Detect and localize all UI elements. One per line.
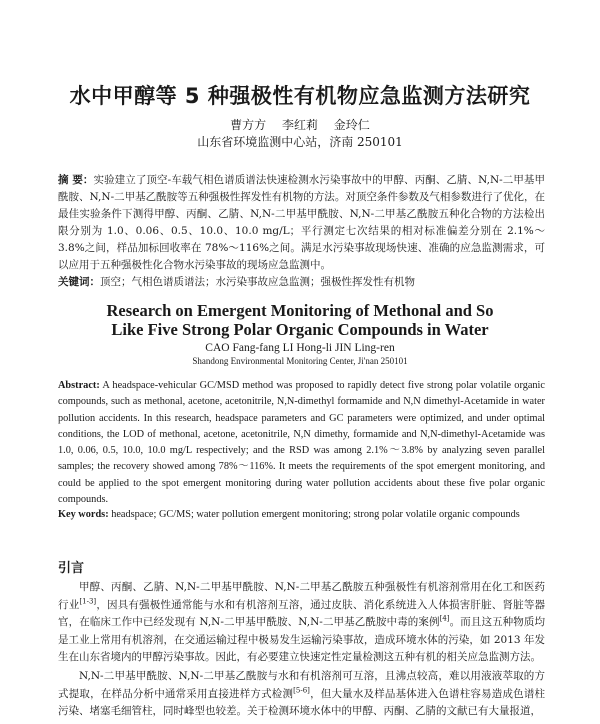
english-keywords-label: Key words: <box>58 509 109 520</box>
english-abstract <box>58 378 545 508</box>
introduction-heading: 引言 <box>58 561 85 576</box>
chinese-title: 水中甲醇等 5 种强极性有机物应急监测方法研究 <box>69 84 531 108</box>
p1-text-c: 。而且这五种物质均是工业上常用有机溶剂，在交通运输过程中极易发生运输污染事故，造成环境水体的污染，如 2013 年发生在山东省境内的甲醇污染事故。因此，有必要建立快速定性定量检测这五种有机的相关应急监测方法。 <box>58 616 546 663</box>
english-abstract-text: A headspace-vehicular GC/MSD method was proposed to rapidly detect five strong polar volatile organic compounds, such as methonal, acetone, acetonitrile, N,N-dimethyl formamide and N,N dimethyl-Acetamide in water pollution accidents. In this research, headspace parameters and GC parameters were optimized, and under optimal conditions, the LOD of methonal, acetone, acetonitrile, N,N dimethy, formamide and N,N-dimethyl-Acetamide was 1.0, 0.06, 0.5, 10.0, 10.0 mg/L respectively; and the RSD was among 2.1%～3.8% by analyzing seven parallel samples; the recovery showed among 78%～116%. It meets the requirements of the spot emergent monitoring, and could be applied to the spot emergent monitoring during water pollution accidents about these five polar organic compounds. <box>58 380 545 506</box>
citation-ref: [4] <box>439 614 450 623</box>
p2-text-b: ，但大量水及样品基体进入色谱柱容易造成色谱柱污染、堵塞毛细管柱，同时峰型也较差。关于检测环境水体中的甲醇、丙酮、乙腈的文献已有大量报道， <box>58 687 546 717</box>
chinese-keywords <box>58 274 545 291</box>
citation-ref: [1-3] <box>79 597 97 605</box>
chinese-authors: 曹方方 李红莉 金玲仁 <box>230 118 370 132</box>
english-abstract-label: Abstract: <box>58 380 100 391</box>
chinese-abstract-text: 实验建立了顶空-车载气相色谱质谱法快速检测水污染事故中的甲醇、丙酮、乙腈、N,N-二甲基甲酰胺、N,N-二甲基乙酰胺等五种强极性挥发性有机物的方法。对顶空条件参数及气相参数进行了优化，在最佳实验条件下测得甲醇、丙酮、乙腈、N,N-二甲基甲酰胺、N,N-二甲基乙酰胺五种化合物的方法检出限分别为 1.0、0.06、0.5、10.0、10.0 mg/L；平行测定七次结果的相对标准偏差分别在 2.1%～3.8%之间，样品加标回收率在 78%～116%之间。满足水污染事故现场快速、准确的应急监测需求，可以应用于五种强极性化合物水污染事故的现场应急监测中。 <box>58 174 546 271</box>
english-keywords <box>58 507 545 523</box>
citation-ref: [5-6] <box>293 686 310 694</box>
intro-paragraph-2 <box>58 668 545 721</box>
p2-text-a: N,N-二甲基甲酰胺、N,N-二甲基乙酰胺与水和有机溶剂可互溶，且沸点较高，难以用液液萃取的方式提取，在样品分析中通常采用直接进样方式检测 <box>58 670 545 700</box>
intro-paragraph-1 <box>58 579 545 667</box>
english-authors: CAO Fang-fang LI Hong-li JIN Ling-ren <box>205 342 395 354</box>
chinese-abstract-label: 摘 要： <box>58 174 94 186</box>
english-affiliation: Shandong Environmental Monitoring Center, Ji'nan 250101 <box>192 356 408 366</box>
chinese-affiliation: 山东省环境监测中心站，济南 250101 <box>197 135 403 149</box>
chinese-keywords-text: 顶空；气相色谱质谱法；水污染事故应急监测；强极性挥发性有机物 <box>100 276 415 288</box>
chinese-abstract <box>58 172 545 274</box>
english-keywords-text: headspace; GC/MS; water pollution emergent monitoring; strong polar volatile organic compounds <box>111 509 520 520</box>
p1-text-b: ，因具有强极性通常能与水和有机溶剂互溶，通过皮肤、消化系统进入人体损害肝脏、肾脏等器官，在临床工作中已经发现有 N,N-二甲基甲酰胺、N,N-二甲基乙酰胺中毒的案例 <box>58 598 546 628</box>
english-title-line-2: Like Five Strong Polar Organic Compounds in Water <box>111 320 489 339</box>
english-title <box>0 301 600 339</box>
chinese-keywords-label: 关键词： <box>58 276 100 288</box>
english-title-line-1: Research on Emergent Monitoring of Methonal and So <box>106 301 494 320</box>
p1-text-a: 甲醇、丙酮、乙腈、N,N-二甲基甲酰胺、N,N-二甲基乙酰胺五种强极性有机溶剂常用在化工和医药行业 <box>58 581 545 611</box>
